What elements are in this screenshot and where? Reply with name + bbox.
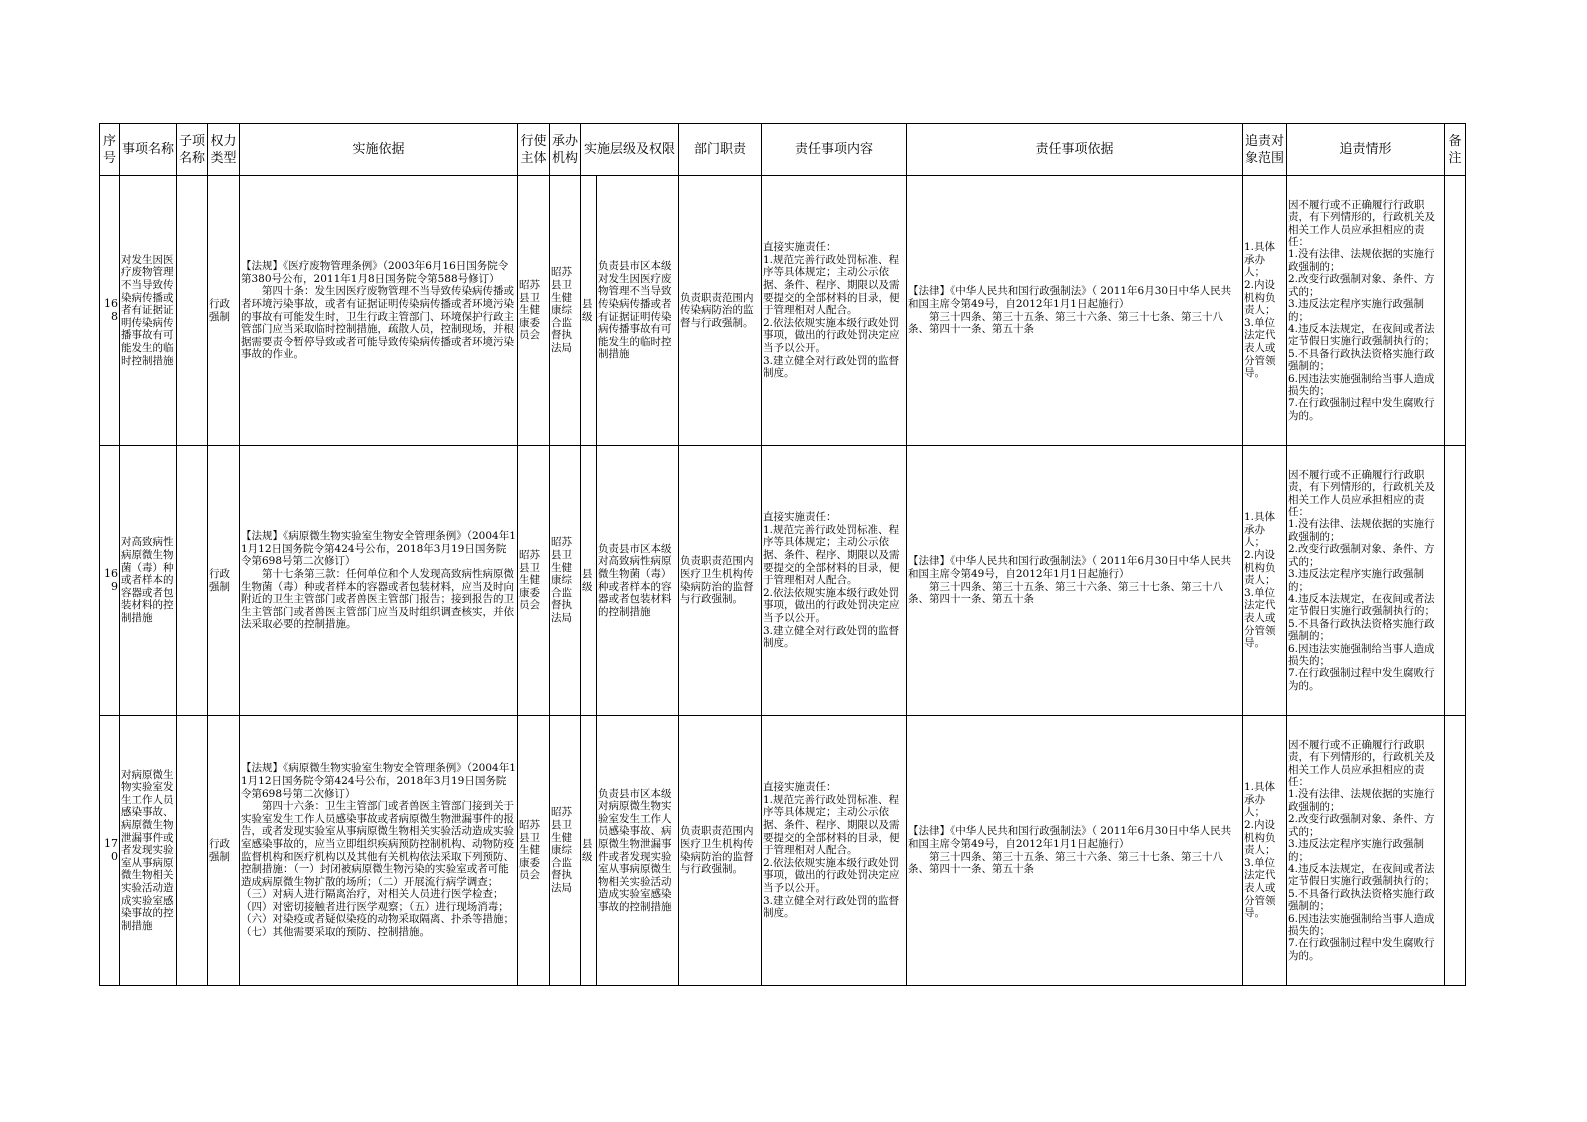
cell-basis: 【法规】《病原微生物实验室生物安全管理条例》（2004年11月12日国务院令第424号公布，2018年3月19日国务院令第698号第二次修订） 第十七条第三款：任何单位和个人发现高致病性病原微生物菌（毒）种或者样本的容器或者包装材料，应当及时向附近的卫生主管部门或者兽医主管部门报告；接到报告的卫生主管部门或者兽医主管部门应当及时组织调查核实，并依法采取必要的控制措施。 — [240, 446, 518, 716]
col-header-account-scope: 追责对象范围 — [1243, 124, 1287, 176]
cell-level-scope: 负责县市区本级对病原微生物实验室发生工作人员感染事故、病原微生物泄漏事件或者发现实验室从事病原微生物相关实验活动造成实验室感染事故的控制措施 — [597, 716, 679, 986]
col-header-item-name: 事项名称 — [120, 124, 177, 176]
cell-level-tier: 县级 — [581, 446, 597, 716]
col-header-resp-basis: 责任事项依据 — [907, 124, 1243, 176]
header-row — [100, 124, 1466, 176]
cell-subject: 昭苏县卫生健康委员会 — [518, 716, 550, 986]
table-row — [100, 446, 1466, 716]
cell-account-cases: 因不履行或不正确履行行政职责，有下列情形的，行政机关及相关工作人员应承担相应的责任： 1.没有法律、法规依据的实施行政强制的； 2.改变行政强制对象、条件、方式的； 3.违反法定程序实施行政强制的； 4.违反本法规定，在夜间或者法定节假日实施行政强制执行的； 5.不具备行政执法资格实施行政强制的； 6.因违法实施强制给当事人造成损失的； 7.在行政强制过程中发生腐败行为的。 — [1287, 716, 1445, 986]
cell-remarks — [1445, 176, 1466, 446]
cell-basis: 【法规】《医疗废物管理条例》（2003年6月16日国务院令第380号公布，2011年1月8日国务院令第588号修订） 第四十条：发生因医疗废物管理不当导致传染病传播或者环境污染事故，或者有证据证明传染病传播或者环境污染的事故有可能发生时，卫生行政主管部门、环境保护行政主管部门应当采取临时控制措施，疏散人员，控制现场，并根据需要责令暂停导致或者可能导致传染病传播或者环境污染事故的作业。 — [240, 176, 518, 446]
col-header-account-cases: 追责情形 — [1287, 124, 1445, 176]
cell-account-scope: 1.具体承办人； 2.内设机构负责人； 3.单位法定代表人或分管领导。 — [1243, 716, 1287, 986]
cell-sub-item — [177, 716, 208, 986]
col-header-agency: 承办机构 — [550, 124, 581, 176]
col-header-subject: 行使主体 — [518, 124, 550, 176]
cell-power-type: 行政强制 — [208, 446, 240, 716]
cell-power-type: 行政强制 — [208, 176, 240, 446]
cell-sub-item — [177, 446, 208, 716]
cell-level-tier: 县级 — [581, 176, 597, 446]
cell-account-scope: 1.具体承办人； 2.内设机构负责人； 3.单位法定代表人或分管领导。 — [1243, 176, 1287, 446]
cell-account-scope: 1.具体承办人； 2.内设机构负责人； 3.单位法定代表人或分管领导。 — [1243, 446, 1287, 716]
cell-account-cases: 因不履行或不正确履行行政职责，有下列情形的，行政机关及相关工作人员应承担相应的责任： 1.没有法律、法规依据的实施行政强制的； 2.改变行政强制对象、条件、方式的； 3.违反法定程序实施行政强制的； 4.违反本法规定，在夜间或者法定节假日实施行政强制执行的； 5.不具备行政执法资格实施行政强制的； 6.因违法实施强制给当事人造成损失的； 7.在行政强制过程中发生腐败行为的。 — [1287, 176, 1445, 446]
cell-remarks — [1445, 446, 1466, 716]
cell-dept-duty: 负责职责范围内医疗卫生机构传染病防治的监督与行政强制。 — [679, 716, 762, 986]
cell-power-type: 行政强制 — [208, 716, 240, 986]
cell-seq: 168 — [100, 176, 120, 446]
cell-level-scope: 负责县市区本级对发生因医疗废物管理不当导致传染病传播或者有证据证明传染病传播事故有可能发生的临时控制措施 — [597, 176, 679, 446]
cell-agency: 昭苏县卫生健康综合监督执法局 — [550, 176, 581, 446]
col-header-sub-item: 子项名称 — [177, 124, 208, 176]
cell-resp-content: 直接实施责任： 1.规范完善行政处罚标准、程序等具体规定；主动公示依据、条件、程序、期限以及需要提交的全部材料的目录，便于管理相对人配合。 2.依法依规实施本级行政处罚事项，做出的行政处罚决定应当予以公开。 3.建立健全对行政处罚的监督制度。 — [762, 716, 907, 986]
cell-level-scope: 负责县市区本级对高致病性病原微生物菌（毒）种或者样本的容器或者包装材料的控制措施 — [597, 446, 679, 716]
cell-resp-basis: 【法律】《中华人民共和国行政强制法》（ 2011年6月30日中华人民共和国主席令第49号，自2012年1月1日起施行） 第三十四条、第三十五条、第三十六条、第三十七条、第三十八条、第四十一条、第五十条 — [907, 446, 1243, 716]
cell-subject: 昭苏县卫生健康委员会 — [518, 176, 550, 446]
col-header-seq: 序号 — [100, 124, 120, 176]
cell-resp-content: 直接实施责任： 1.规范完善行政处罚标准、程序等具体规定；主动公示依据、条件、程序、期限以及需要提交的全部材料的目录，便于管理相对人配合。 2.依法依规实施本级行政处罚事项，做出的行政处罚决定应当予以公开。 3.建立健全对行政处罚的监督制度。 — [762, 176, 907, 446]
cell-seq: 169 — [100, 446, 120, 716]
col-header-remarks: 备注 — [1445, 124, 1466, 176]
col-header-level: 实施层级及权限 — [581, 124, 679, 176]
cell-remarks — [1445, 716, 1466, 986]
cell-subject: 昭苏县卫生健康委员会 — [518, 446, 550, 716]
col-header-resp-content: 责任事项内容 — [762, 124, 907, 176]
cell-sub-item — [177, 176, 208, 446]
cell-agency: 昭苏县卫生健康综合监督执法局 — [550, 446, 581, 716]
col-header-dept-duty: 部门职责 — [679, 124, 762, 176]
col-header-basis: 实施依据 — [240, 124, 518, 176]
cell-account-cases: 因不履行或不正确履行行政职责，有下列情形的，行政机关及相关工作人员应承担相应的责任： 1.没有法律、法规依据的实施行政强制的； 2.改变行政强制对象、条件、方式的； 3.违反法定程序实施行政强制的； 4.违反本法规定，在夜间或者法定节假日实施行政强制执行的； 5.不具备行政执法资格实施行政强制的； 6.因违法实施强制给当事人造成损失的； 7.在行政强制过程中发生腐败行为的。 — [1287, 446, 1445, 716]
cell-dept-duty: 负责职责范围内传染病防治的监督与行政强制。 — [679, 176, 762, 446]
cell-resp-content: 直接实施责任： 1.规范完善行政处罚标准、程序等具体规定；主动公示依据、条件、程序、期限以及需要提交的全部材料的目录，便于管理相对人配合。 2.依法依规实施本级行政处罚事项，做出的行政处罚决定应当予以公开。 3.建立健全对行政处罚的监督制度。 — [762, 446, 907, 716]
cell-item-name: 对病原微生物实验室发生工作人员感染事故、病原微生物泄漏事件或者发现实验室从事病原微生物相关实验活动造成实验室感染事故的控制措施 — [120, 716, 177, 986]
cell-item-name: 对发生因医疗废物管理不当导致传染病传播或者有证据证明传染病传播事故有可能发生的临时控制措施 — [120, 176, 177, 446]
cell-seq: 170 — [100, 716, 120, 986]
table-row — [100, 176, 1466, 446]
cell-basis: 【法规】《病原微生物实验室生物安全管理条例》（2004年11月12日国务院令第424号公布，2018年3月19日国务院令第698号第二次修订） 第四十六条：卫生主管部门或者兽医主管部门接到关于实验室发生工作人员感染事故或者病原微生物泄漏事件的报告，或者发现实验室从事病原微生物相关实验活动造成实验室感染事故的，应当立即组织疾病预防控制机构、动物防疫监督机构和医疗机构以及其他有关机构依法采取下列预防、控制措施：（一）封闭被病原微生物污染的实验室或者可能造成病原微生物扩散的场所；（二）开展流行病学调查；（三）对病人进行隔离治疗，对相关人员进行医学检查；（四）对密切接触者进行医学观察；（五）进行现场消毒；（六）对染疫或者疑似染疫的动物采取隔离、扑杀等措施；（七）其他需要采取的预防、控制措施。 — [240, 716, 518, 986]
cell-item-name: 对高致病性病原微生物菌（毒）种或者样本的容器或者包装材料的控制措施 — [120, 446, 177, 716]
cell-resp-basis: 【法律】《中华人民共和国行政强制法》（ 2011年6月30日中华人民共和国主席令第49号，自2012年1月1日起施行） 第三十四条、第三十五条、第三十六条、第三十七条、第三十八条、第四十一条、第五十条 — [907, 176, 1243, 446]
power-list-table — [99, 123, 1466, 986]
cell-agency: 昭苏县卫生健康综合监督执法局 — [550, 716, 581, 986]
cell-level-tier: 县级 — [581, 716, 597, 986]
table-row — [100, 716, 1466, 986]
power-list-table-wrapper — [99, 123, 1466, 986]
cell-dept-duty: 负责职责范围内医疗卫生机构传染病防治的监督与行政强制。 — [679, 446, 762, 716]
cell-resp-basis: 【法律】《中华人民共和国行政强制法》（ 2011年6月30日中华人民共和国主席令第49号，自2012年1月1日起施行） 第三十四条、第三十五条、第三十六条、第三十七条、第三十八条、第四十一条、第五十条 — [907, 716, 1243, 986]
col-header-power-type: 权力类型 — [208, 124, 240, 176]
